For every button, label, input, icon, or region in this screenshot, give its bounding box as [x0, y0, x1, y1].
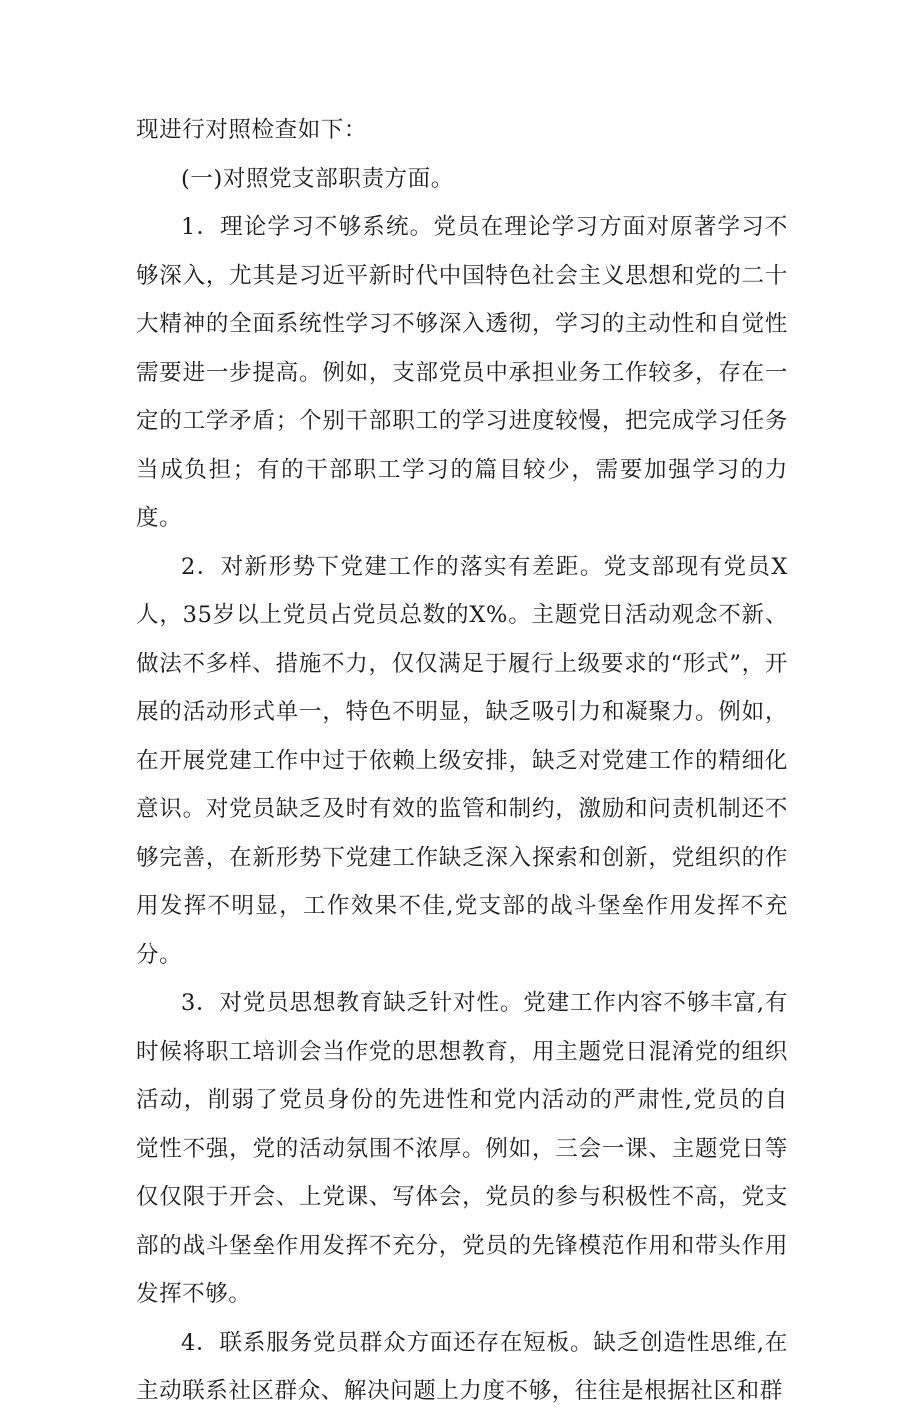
intro-line: 现进行对照检查如下：: [136, 117, 368, 143]
paragraph-2: 2．对新形势下党建工作的落实有差距。党支部现有党员X人，35岁以上党员占党员总数的X%。主题党日活动观念不新、做法不多样、措施不力，仅仅满足于履行上级要求的“形式”，开展的活动形式单一，特色不明显，缺乏吸引力和凝聚力。例如，在开展党建工作中过于依赖上级安排，缺乏对党建工作的精细化意识。对党员缺乏及时有效的监管和制约，激励和问责机制还不够完善，在新形势下党建工作缺乏深入探索和创新，党组织的作用发挥不明显，工作效果不佳,党支部的战斗堡垒作用发挥不充分。: [136, 553, 788, 968]
paragraph-4: 4．联系服务党员群众方面还存在短板。缺乏创造性思维,在主动联系社区群众、解决问题上力度不够，往往是根据社区和群: [136, 1329, 788, 1404]
section-heading: (一)对照党支部职责方面。: [181, 165, 454, 192]
paragraph-3: 3．对党员思想教育缺乏针对性。党建工作内容不够丰富,有时候将职工培训会当作党的思想教育，用主题党日混淆党的组织活动，削弱了党员身份的先进性和党内活动的严肃性,党员的自觉性不强，党的活动氛围不浓厚。例如，三会一课、主题党日等仅仅限于开会、上党课、写体会，党员的参与积极性不高，党支部的战斗堡垒作用发挥不充分，党员的先锋模范作用和带头作用发挥不够。: [136, 990, 788, 1307]
document-body: [136, 106, 788, 1416]
paragraph-1: 1．理论学习不够系统。党员在理论学习方面对原著学习不够深入，尤其是习近平新时代中国特色社会主义思想和党的二十大精神的全面系统性学习不够深入透彻，学习的主动性和自觉性需要进一步提高。例如，支部党员中承担业务工作较多，存在一定的工学矛盾；个别干部职工的学习进度较慢，把完成学习任务当成负担；有的干部职工学习的篇目较少，需要加强学习的力度。: [136, 214, 788, 531]
